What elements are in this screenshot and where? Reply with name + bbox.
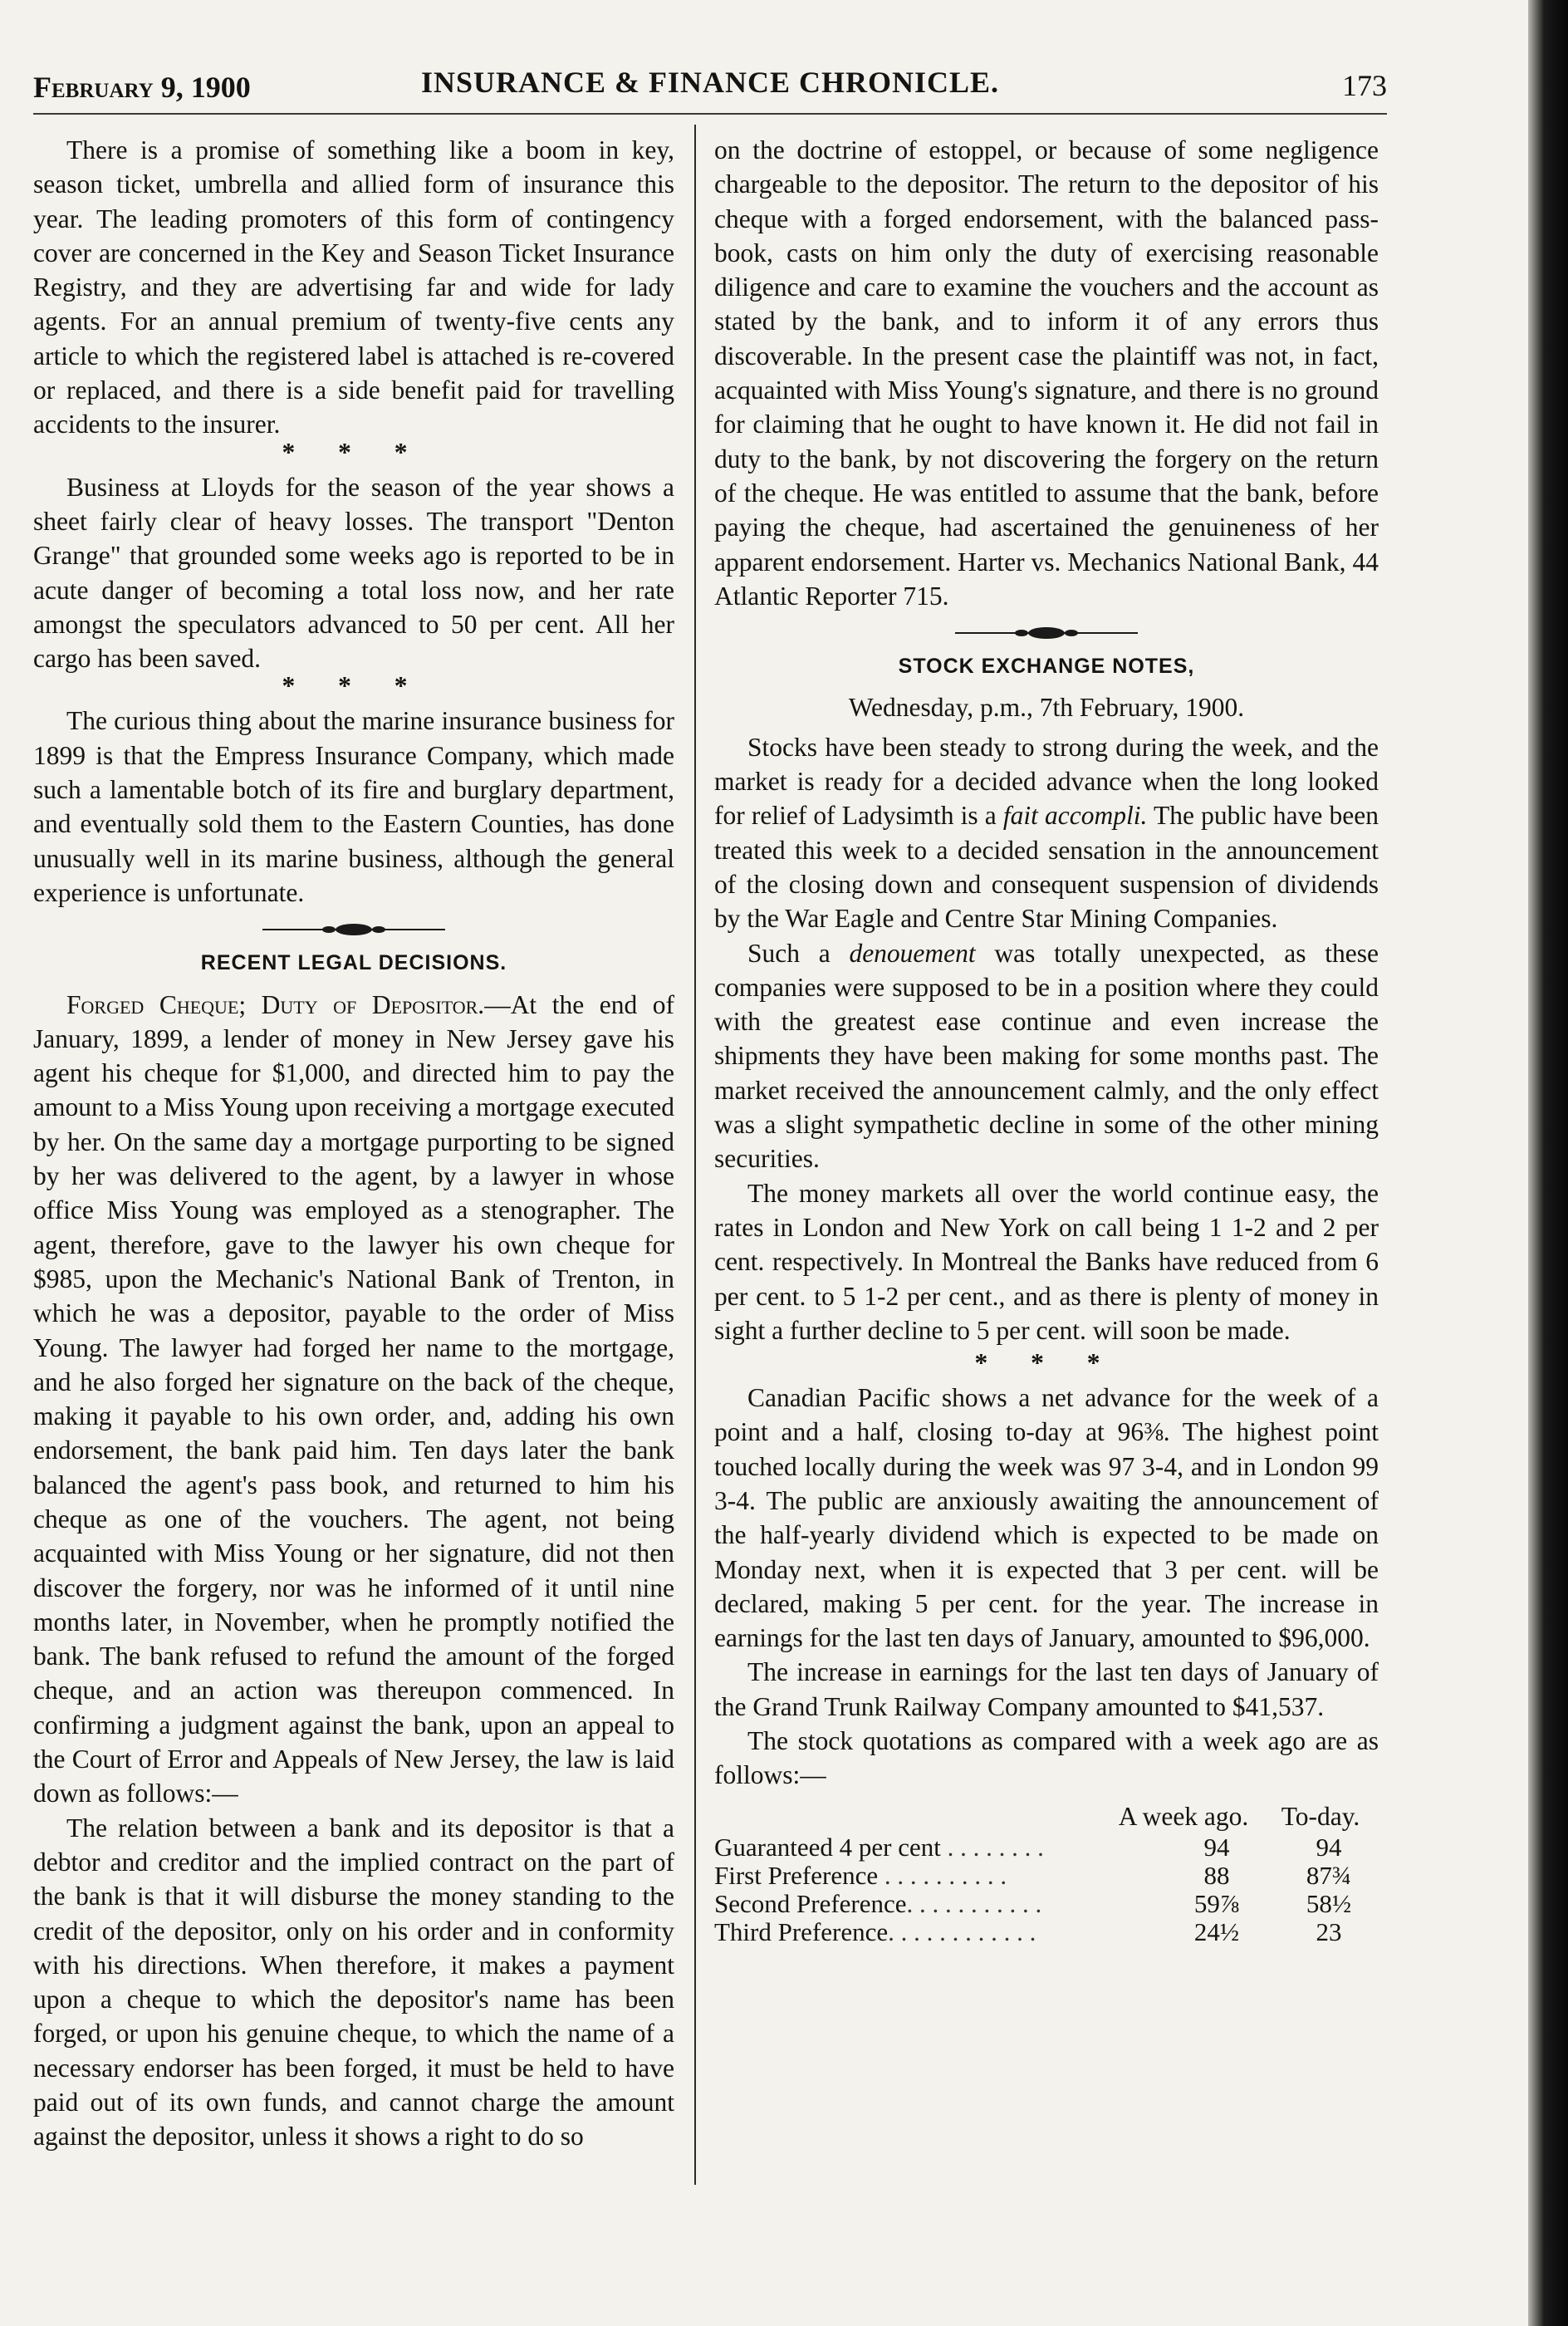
quote-label: Guaranteed 4 per cent (714, 1832, 941, 1862)
quote-name (714, 1890, 1154, 1918)
quotes-header-week-ago: A week ago. (1118, 1801, 1249, 1831)
leader-dots: . . . . . . . . . . . (906, 1888, 1042, 1918)
ornament-divider (955, 625, 1138, 641)
quote-today: 94 (1316, 1832, 1342, 1862)
paragraph: The money markets all over the world continue easy, the rates in London and New York on call being 1 1-2 and 2 per cent. respectively. In Montreal the Banks have reduced from 6 per cent. to 5 1-2 per cent., and as there is plenty of money in sight a further decline to 5 per cent. will soon be made. (714, 1178, 1379, 1345)
scan-edge (1528, 0, 1568, 2326)
table-row (714, 1890, 1379, 1918)
paragraph: The stock quotations as compared with a week ago are as follows:— (714, 1726, 1379, 1790)
quote-name (714, 1862, 1154, 1890)
leader-dots: . . . . . . . . . . (878, 1860, 1007, 1890)
quote-name (714, 1833, 1154, 1862)
ornament-divider (262, 921, 445, 938)
header-date: February 9, 1900 (33, 71, 251, 104)
paragraph: Business at Lloyds for the season of the year shows a sheet fairly clear of heavy losses. The transport "Denton Grange" that grounded some weeks ago is reported to be in acute danger of becoming a total loss now, and her rate amongst the speculators advanced to 50 per cent. All her cargo has been saved. (33, 472, 674, 674)
quotes-header-today: To-day. (1281, 1801, 1360, 1831)
paragraph: Canadian Pacific shows a net advance for the week of a point and a half, closing to-day at 96⅜. The highest point touched locally during the week was 97 3-4, and in London 99 3-4. The public are anxiously awaiting the announcement of the half-yearly dividend which is expected to be made on Monday next, when it is expected that 3 per cent. will be declared, making 5 per cent. for the year. The increase in earnings for the last ten days of January, amounted to $96,000. (714, 1383, 1379, 1653)
section-separator-stars: * * * (282, 671, 426, 701)
dateline: Wednesday, p.m., 7th February, 1900. (848, 693, 1245, 723)
table-row (714, 1833, 1379, 1862)
italic-phrase: fait accompli. (1002, 801, 1148, 831)
page-number: 173 (1342, 69, 1387, 102)
paragraph (714, 936, 1379, 1176)
case-paragraph (33, 988, 674, 1811)
paragraph: The relation between a bank and its depositor is that a debtor and creditor and the implied contract on the part of the bank is that it will disburse the money standing to the credit of the depositor, only on his order and in conformity with his directions. When therefore, it makes a payment upon a cheque to which the depositor's name has been forged, or upon his genuine cheque, to which the name of a necessary endorser has been forged, it must be held to have paid out of its own funds, and cannot charge the amount against the depositor, unless it shows a right to do so (33, 1813, 674, 2152)
case-text: —At the end of January, 1899, a lender of money in New Jersey gave his agent his cheque for $1,000, and directed him to pay the amount to a Miss Young upon receiving a mortgage executed by her. On the same day a mortgage purporting to be signed by her was delivered to the agent, by a lawyer in whose office Miss Young was employed as a stenographer. The agent, therefore, gave to the lawyer his own cheque for $985, upon the Mechanic's National Bank of Trenton, in which he was a depositor, payable to the order of Miss Young. The lawyer had forged her name to the mortgage, and he also forged her signature on the back of the cheque, making it payable to his own order, and, adding his own endorsement, the bank paid him. Ten days later the bank balanced the agent's pass book, and returned to him his cheque as one of the vouchers. The agent, not being acquainted with Miss Young or her signature, did not then discover the forgery, nor was he informed of it until nine months later, in November, when he promptly notified the bank. The bank refused to refund the amount of the forged cheque, and an action was thereupon commenced. In confirming a judgment against the bank, upon an appeal to the Court of Error and Appeals of New Jersey, the law is laid down as follows:— (33, 989, 674, 1808)
text-run: Stocks have been steady to strong during the week, and the market is ready for a decided advance when the long looked for relief of Ladysimth is a (714, 732, 1379, 831)
right-column (714, 133, 1379, 1946)
page-header (33, 65, 1387, 106)
stock-quotes-table (714, 1833, 1379, 1946)
quotes-header (714, 1799, 1379, 1833)
quote-week-ago: 88 (1203, 1860, 1230, 1890)
quote-today: 87¾ (1306, 1860, 1352, 1890)
section-title-stock: STOCK EXCHANGE NOTES, (898, 655, 1195, 679)
quote-today: 58½ (1306, 1888, 1352, 1918)
text-run: Such a (747, 938, 850, 968)
left-column (33, 133, 674, 2154)
paragraph: The increase in earnings for the last ten days of January of the Grand Trunk Railway Company amounted to $41,537. (714, 1657, 1379, 1721)
header-title: INSURANCE & FINANCE CHRONICLE. (420, 66, 1000, 99)
section-separator-stars: * * * (282, 437, 426, 467)
header-rule (33, 113, 1387, 115)
paragraph: There is a promise of something like a boom in key, season ticket, umbrella and allied form of insurance this year. The leading promoters of this form of contingency cover are concerned in the Key and Season Ticket Insurance Registry, and they are advertising far and wide for lady agents. For an annual premium of twenty-five cents any article to which the registered label is attached is re-covered or replaced, and there is a side benefit paid for travelling accidents to the insurer. (33, 135, 674, 439)
text-run: was totally unexpected, as these companies were supposed to be in a position where they could with the greatest ease continue and even increase the shipments they have been making for some months past. The market received the announcement calmly, and the only effect was a slight sympathetic decline in some of the other mining securities. (714, 938, 1379, 1174)
leader-dots: . . . . . . . . . . . . (888, 1916, 1036, 1946)
italic-phrase: denouement (849, 938, 976, 968)
table-row (714, 1862, 1379, 1890)
section-title-legal: RECENT LEGAL DECISIONS. (200, 951, 507, 975)
quote-today: 23 (1316, 1916, 1342, 1946)
quote-name (714, 1918, 1154, 1946)
quote-week-ago: 59⅞ (1193, 1888, 1240, 1918)
quote-label: First Preference (714, 1860, 879, 1890)
paragraph: on the doctrine of estoppel, or because of some negligence chargeable to the depositor. The return to the depositor of his cheque with a forged endorsement, with the balanced pass-book, casts on him only the duty of exercising reasonable diligence and care to examine the vouchers and the account as stated by the bank, and to inform it of any errors thus discoverable. In the present case the plaintiff was not, in fact, acquainted with Miss Young's signature, and there is no ground for claiming that he ought to have known it. He did not fail in duty to the bank, by not discovering the forgery on the return of the cheque. He was entitled to assume that the bank, before paying the cheque, had ascertained the genuineness of her apparent endorsement. Harter vs. Mechanics National Bank, 44 Atlantic Reporter 715. (714, 135, 1379, 611)
section-separator-stars: * * * (974, 1348, 1119, 1378)
quote-week-ago: 24½ (1193, 1916, 1240, 1946)
quote-week-ago: 94 (1203, 1832, 1230, 1862)
quote-label: Third Preference (714, 1916, 889, 1946)
column-divider (694, 125, 696, 2185)
leader-dots: . . . . . . . . (940, 1832, 1044, 1862)
case-heading: Forged Cheque; Duty of Depositor. (66, 989, 485, 1019)
quote-label: Second Preference (714, 1888, 907, 1918)
text-run: The public have been treated this week to a decided sensation in the announcement of the closing down and consequent suspension of dividends by the War Eagle and Centre Star Mining Companies. (714, 801, 1379, 934)
paragraph: The curious thing about the marine insurance business for 1899 is that the Empress Insurance Company, which made such a lamentable botch of its fire and burglary department, and eventually sold them to the Eastern Counties, has done unusually well in its marine business, although the general experience is unfortunate. (33, 706, 674, 907)
table-row (714, 1918, 1379, 1946)
paragraph (714, 730, 1379, 936)
